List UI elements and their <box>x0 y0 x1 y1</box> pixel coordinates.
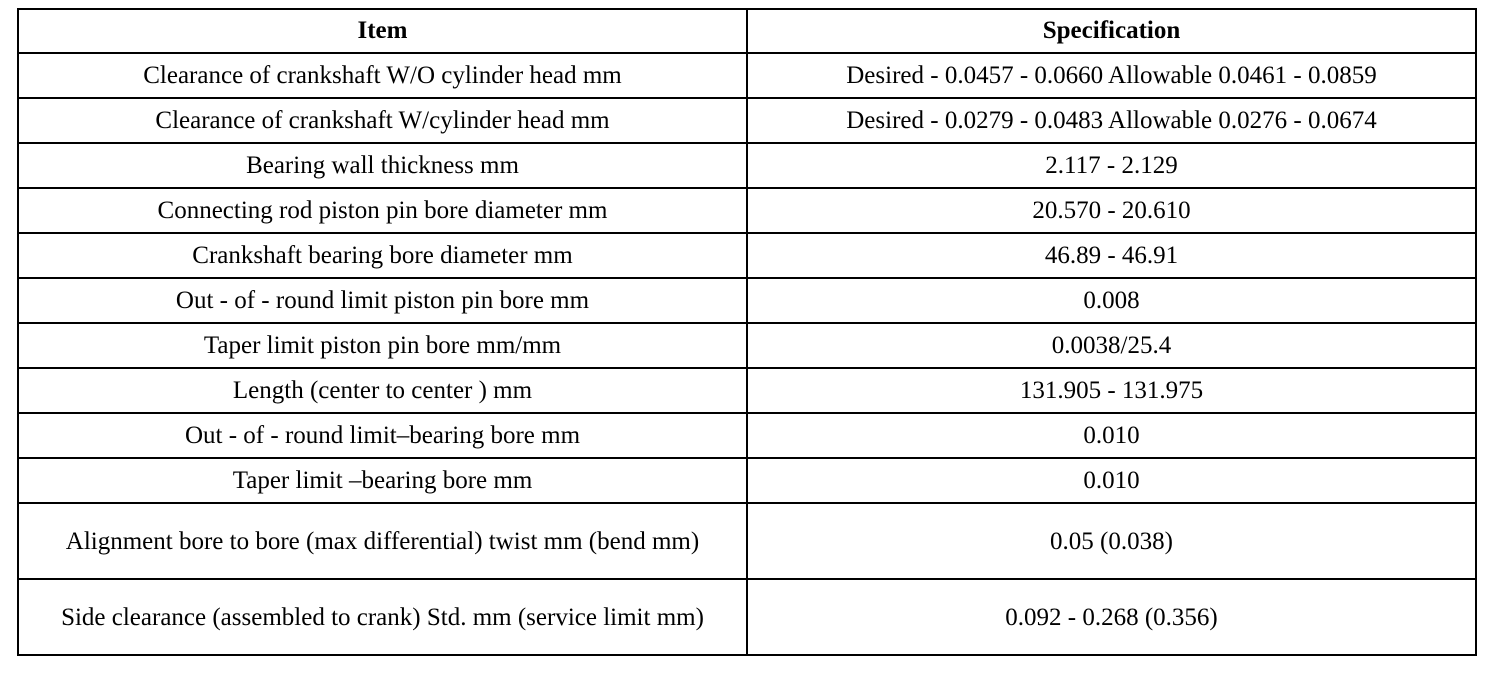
table-row <box>18 143 1476 188</box>
table-row <box>18 53 1476 98</box>
item-cell: Clearance of crankshaft W/O cylinder head mm <box>18 53 747 98</box>
item-cell: Bearing wall thickness mm <box>18 143 747 188</box>
item-cell: Taper limit piston pin bore mm/mm <box>18 323 747 368</box>
specification-cell: 20.570 - 20.610 <box>747 188 1476 233</box>
item-cell: Connecting rod piston pin bore diameter mm <box>18 188 747 233</box>
specification-cell: 0.010 <box>747 458 1476 503</box>
specification-cell: Desired - 0.0457 - 0.0660 Allowable 0.0461 - 0.0859 <box>747 53 1476 98</box>
table-row <box>18 233 1476 278</box>
specification-cell: 0.008 <box>747 278 1476 323</box>
specification-table <box>17 8 1477 656</box>
item-cell: Clearance of crankshaft W/cylinder head mm <box>18 98 747 143</box>
specification-cell: 0.010 <box>747 413 1476 458</box>
specification-cell: 2.117 - 2.129 <box>747 143 1476 188</box>
table-row <box>18 579 1476 655</box>
specification-cell: 0.092 - 0.268 (0.356) <box>747 579 1476 655</box>
header-item: Item <box>18 9 747 53</box>
table-row <box>18 503 1476 579</box>
specification-cell: 0.05 (0.038) <box>747 503 1476 579</box>
header-specification: Specification <box>747 9 1476 53</box>
table-row <box>18 413 1476 458</box>
item-cell: Length (center to center ) mm <box>18 368 747 413</box>
specification-cell: Desired - 0.0279 - 0.0483 Allowable 0.0276 - 0.0674 <box>747 98 1476 143</box>
item-cell: Crankshaft bearing bore diameter mm <box>18 233 747 278</box>
specification-cell: 131.905 - 131.975 <box>747 368 1476 413</box>
specification-cell: 0.0038/25.4 <box>747 323 1476 368</box>
table-row <box>18 323 1476 368</box>
item-cell: Out - of - round limit–bearing bore mm <box>18 413 747 458</box>
table-row <box>18 368 1476 413</box>
table-row <box>18 188 1476 233</box>
item-cell: Alignment bore to bore (max differential) twist mm (bend mm) <box>18 503 747 579</box>
specification-cell: 46.89 - 46.91 <box>747 233 1476 278</box>
item-cell: Side clearance (assembled to crank) Std. mm (service limit mm) <box>18 579 747 655</box>
table-row <box>18 278 1476 323</box>
table-row <box>18 458 1476 503</box>
table-header-row <box>18 9 1476 53</box>
item-cell: Out - of - round limit piston pin bore mm <box>18 278 747 323</box>
item-cell: Taper limit –bearing bore mm <box>18 458 747 503</box>
table-row <box>18 98 1476 143</box>
